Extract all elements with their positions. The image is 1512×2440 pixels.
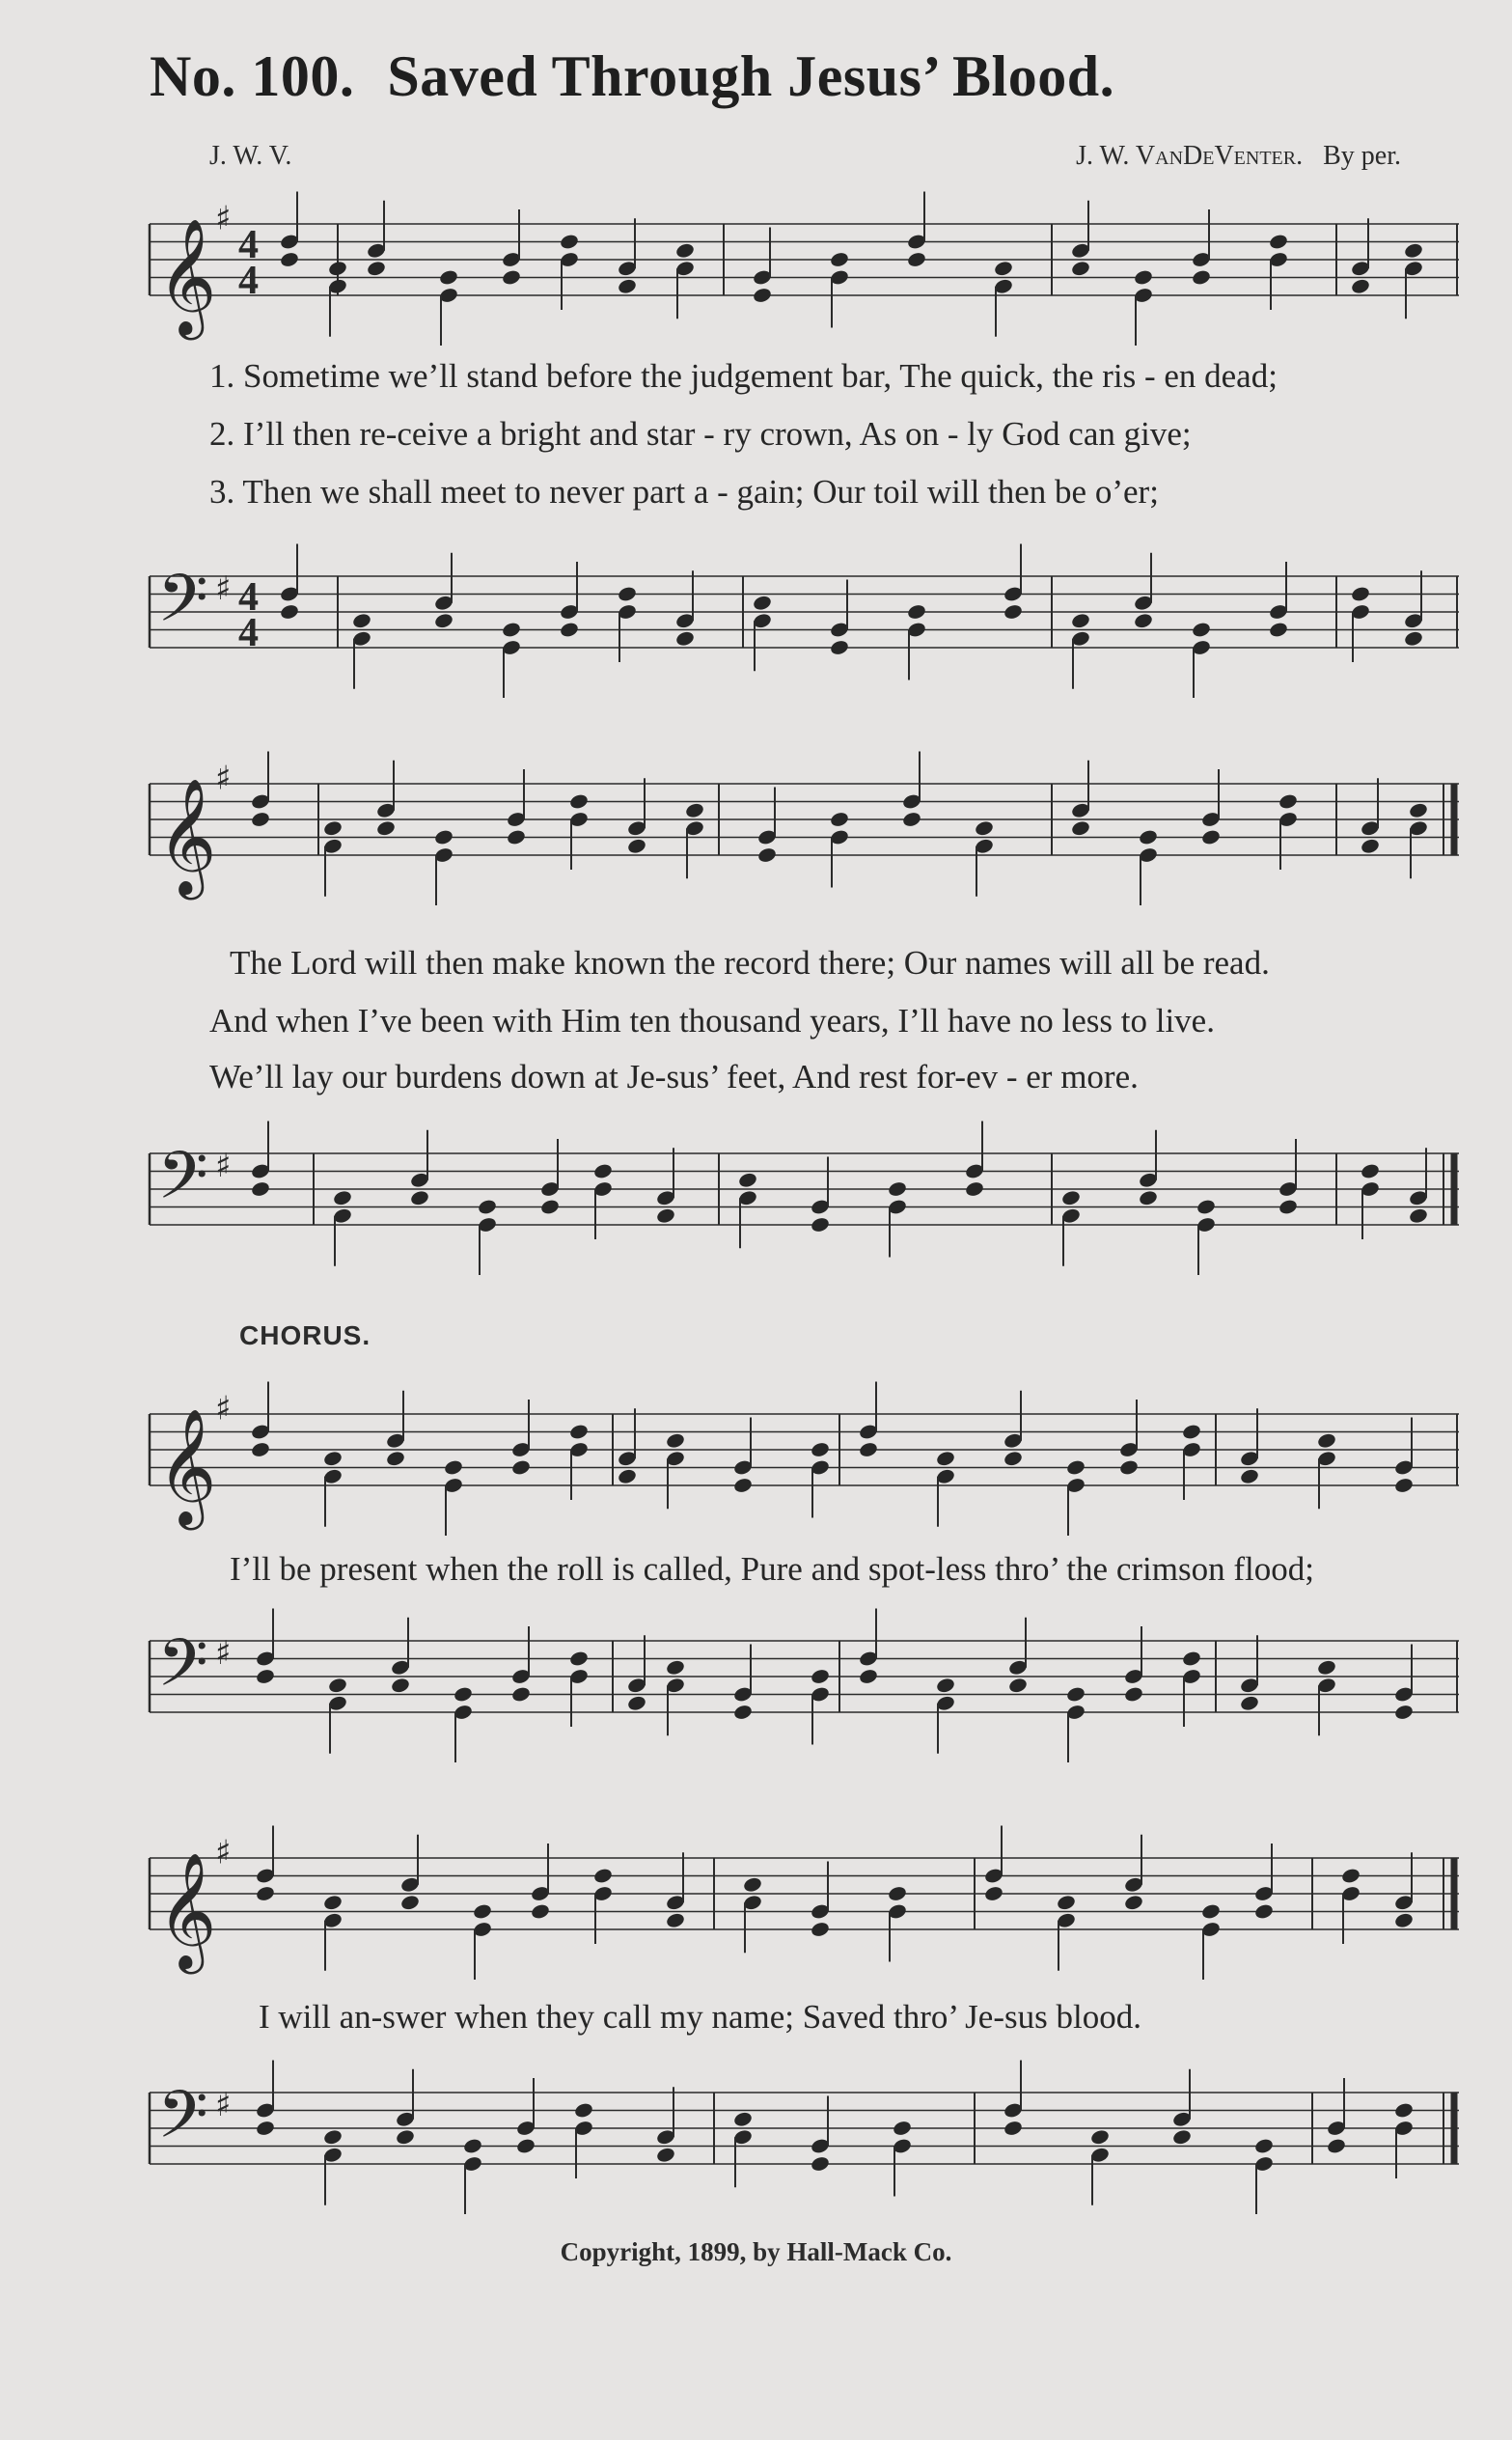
note-head [279,603,299,621]
chorus-line-2: I will an-swer when they call my name; Saved thro’ Je-sus blood. [259,1998,1141,2036]
note-head [510,1685,531,1703]
note-head [964,1180,984,1198]
bass-staff-chorus-2 [0,2035,1512,2228]
note-head [993,260,1013,277]
note-head [1403,630,1423,648]
note-head [1253,2137,1274,2154]
note-head [255,1885,275,1902]
note-head [617,1468,637,1485]
note-head [617,585,637,602]
note-head [375,819,396,837]
note-head [935,1450,955,1467]
verse-1-line-a: 1. Sometime we’ll stand before the judgement bar, The quick, the ris - en dead; [209,357,1278,395]
chorus-line-1: I’ll be present when the roll is called, Pure and spot-less thro’ the crimson flood; [230,1550,1314,1588]
note-head [568,1423,589,1440]
sharp-icon: ♯ [215,1389,232,1428]
note-head [327,260,347,277]
sharp-icon: ♯ [215,1634,232,1674]
note-head [756,846,777,864]
note-head [829,251,849,268]
note-head [935,1677,955,1694]
note-head [322,2128,343,2146]
note-head [974,819,994,837]
note-head [1200,828,1221,846]
treble-staff-system-2 [0,726,1512,919]
hymn-number: No. 100. [150,44,355,108]
note-head [390,1677,410,1694]
note-head [1360,1162,1380,1179]
note-head [1393,1704,1414,1721]
treble-clef-icon: 𝄞 [157,1407,217,1525]
hymn-title: Saved Through Jesus’ Blood. [387,44,1115,108]
note-head [617,278,637,295]
time-signature-top: 4 [238,575,259,620]
note-head [665,1912,685,1929]
note-head [1003,2120,1023,2137]
note-head [626,1695,646,1712]
copyright-notice: Copyright, 1899, by Hall-Mack Co. [560,2237,952,2266]
note-head [1118,1458,1139,1476]
note-head [901,811,921,828]
note-head [1138,828,1158,846]
hymn-heading [150,43,1114,110]
treble-clef-icon: 𝄞 [157,1851,217,1969]
note-head [462,2137,482,2154]
sharp-icon: ♯ [215,759,232,798]
note-head [1089,2128,1110,2146]
note-head [1278,1198,1298,1215]
note-head [250,1180,270,1198]
note-head [829,811,849,828]
note-head [279,251,299,268]
note-head [1408,802,1428,819]
note-head [443,1458,463,1476]
note-head [1403,242,1423,260]
bass-staff-system-2 [0,1095,1512,1289]
bass-clef-icon: 𝄢 [157,561,208,653]
note-head [515,2137,536,2154]
note-head [810,1216,830,1234]
note-head [1316,1432,1336,1450]
sharp-icon: ♯ [215,2086,232,2125]
note-head [1350,585,1370,602]
note-head [592,1162,613,1179]
note-head [1003,603,1023,621]
bass-clef-icon: 𝄢 [157,1138,208,1231]
note-head [1191,621,1211,638]
note-head [1239,1695,1259,1712]
note-head [568,792,589,810]
note-head [322,1894,343,1911]
note-head [1278,792,1298,810]
verse-3-line-b: We’ll lay our burdens down at Je-sus’ feet, And rest for-ev - er more. [209,1058,1139,1095]
note-head [742,1876,762,1894]
note-head [906,603,926,621]
note-head [1253,1902,1274,1920]
note-head [752,595,772,612]
note-head [409,1189,429,1206]
note-head [665,1432,685,1450]
verse-2-line-b: And when I’ve been with Him ten thousand years, I’ll have no less to live. [209,1002,1215,1040]
note-head [477,1198,497,1215]
note-head [1123,1685,1143,1703]
bass-staff-system-1 [0,518,1512,711]
note-head [1070,260,1090,277]
treble-clef-icon: 𝄞 [157,777,217,895]
note-head [1268,621,1288,638]
treble-staff-chorus-2 [0,1800,1512,1993]
note-head [1340,1867,1361,1884]
note-head [568,1650,589,1667]
note-head [559,233,579,250]
note-head [250,1441,270,1458]
note-head [810,2155,830,2173]
note-head [684,802,704,819]
note-head [327,1677,347,1694]
composer-name: J. W. VanDeVenter. [1076,141,1304,171]
note-head [732,1477,753,1494]
note-head [501,268,521,286]
note-head [810,1921,830,1938]
verse-1-line-b: The Lord will then make known the record there; Our names will all be read. [230,944,1270,982]
note-head [1060,1189,1081,1206]
note-head [433,612,454,629]
note-head [438,268,458,286]
note-head [385,1450,405,1467]
note-head [1350,278,1370,295]
treble-clef-icon: 𝄞 [157,217,217,335]
note-head [539,1198,560,1215]
note-head [655,1207,675,1225]
time-signature-bottom: 4 [238,259,259,303]
bass-staff-chorus-1 [0,1583,1512,1776]
note-head [737,1172,757,1189]
note-head [1007,1677,1028,1694]
note-head [810,1441,830,1458]
note-head [255,1668,275,1685]
note-head [1200,1902,1221,1920]
sharp-icon: ♯ [215,1147,232,1186]
note-head [1393,1912,1414,1929]
note-head [510,1458,531,1476]
note-head [858,1441,878,1458]
note-head [1123,1894,1143,1911]
note-head [322,819,343,837]
note-head [887,1885,907,1902]
note-head [665,1659,685,1677]
note-head [366,260,386,277]
note-head [255,2120,275,2137]
note-head [829,639,849,656]
bass-clef-icon: 𝄢 [157,1625,208,1718]
note-head [983,1885,1003,1902]
note-head [1138,1189,1158,1206]
note-head [395,2128,415,2146]
note-head [1133,268,1153,286]
treble-staff-system-1 [0,166,1512,359]
verse-3-line-a: 3. Then we shall meet to never part a - gain; Our toil will then be o’er; [209,473,1159,511]
note-head [887,1180,907,1198]
time-signature-bottom: 4 [238,611,259,655]
sharp-icon: ♯ [215,1833,232,1872]
verse-2-line-a: 2. I’ll then re-ceive a bright and star - ry crown, As on - ly God can give; [209,415,1192,453]
note-head [906,251,926,268]
note-head [732,1704,753,1721]
note-head [1065,1458,1086,1476]
treble-staff-chorus-1 [0,1356,1512,1549]
note-head [1408,1207,1428,1225]
time-signature-top: 4 [238,223,259,267]
sharp-icon: ♯ [215,569,232,609]
note-head [573,2101,593,2119]
note-head [1065,1685,1086,1703]
note-head [1268,233,1288,250]
note-head [810,1668,830,1685]
note-head [732,2111,753,2128]
note-head [674,242,695,260]
note-head [1393,2101,1414,2119]
note-head [1393,1477,1414,1494]
note-head [626,838,646,855]
note-head [1191,268,1211,286]
note-head [453,1685,473,1703]
note-head [592,1867,613,1884]
note-head [399,1894,420,1911]
note-head [322,1450,343,1467]
note-head [1133,612,1153,629]
note-head [1360,838,1380,855]
note-head [1316,1659,1336,1677]
note-head [858,1668,878,1685]
lyricist-credit: J. W. V. [209,141,292,171]
note-head [1181,1650,1201,1667]
note-head [506,828,526,846]
note-head [472,1902,492,1920]
note-head [752,287,772,304]
note-head [1003,1450,1023,1467]
note-head [655,2147,675,2164]
note-head [1239,1468,1259,1485]
note-head [1056,1894,1076,1911]
note-head [1171,2128,1192,2146]
note-head [433,828,454,846]
note-head [1070,612,1090,629]
note-head [559,621,579,638]
note-head [892,2120,912,2137]
note-head [332,1189,352,1206]
note-head [1181,1423,1201,1440]
note-head [250,811,270,828]
sharp-icon: ♯ [215,199,232,238]
note-head [1070,819,1090,837]
chorus-label: CHORUS. [239,1320,371,1350]
permission-note: By per. [1323,141,1401,171]
note-head [1196,1198,1216,1215]
note-head [530,1902,550,1920]
bass-clef-icon: 𝄢 [157,2077,208,2170]
note-head [1326,2137,1346,2154]
note-head [674,630,695,648]
note-head [501,621,521,638]
note-head [351,612,371,629]
